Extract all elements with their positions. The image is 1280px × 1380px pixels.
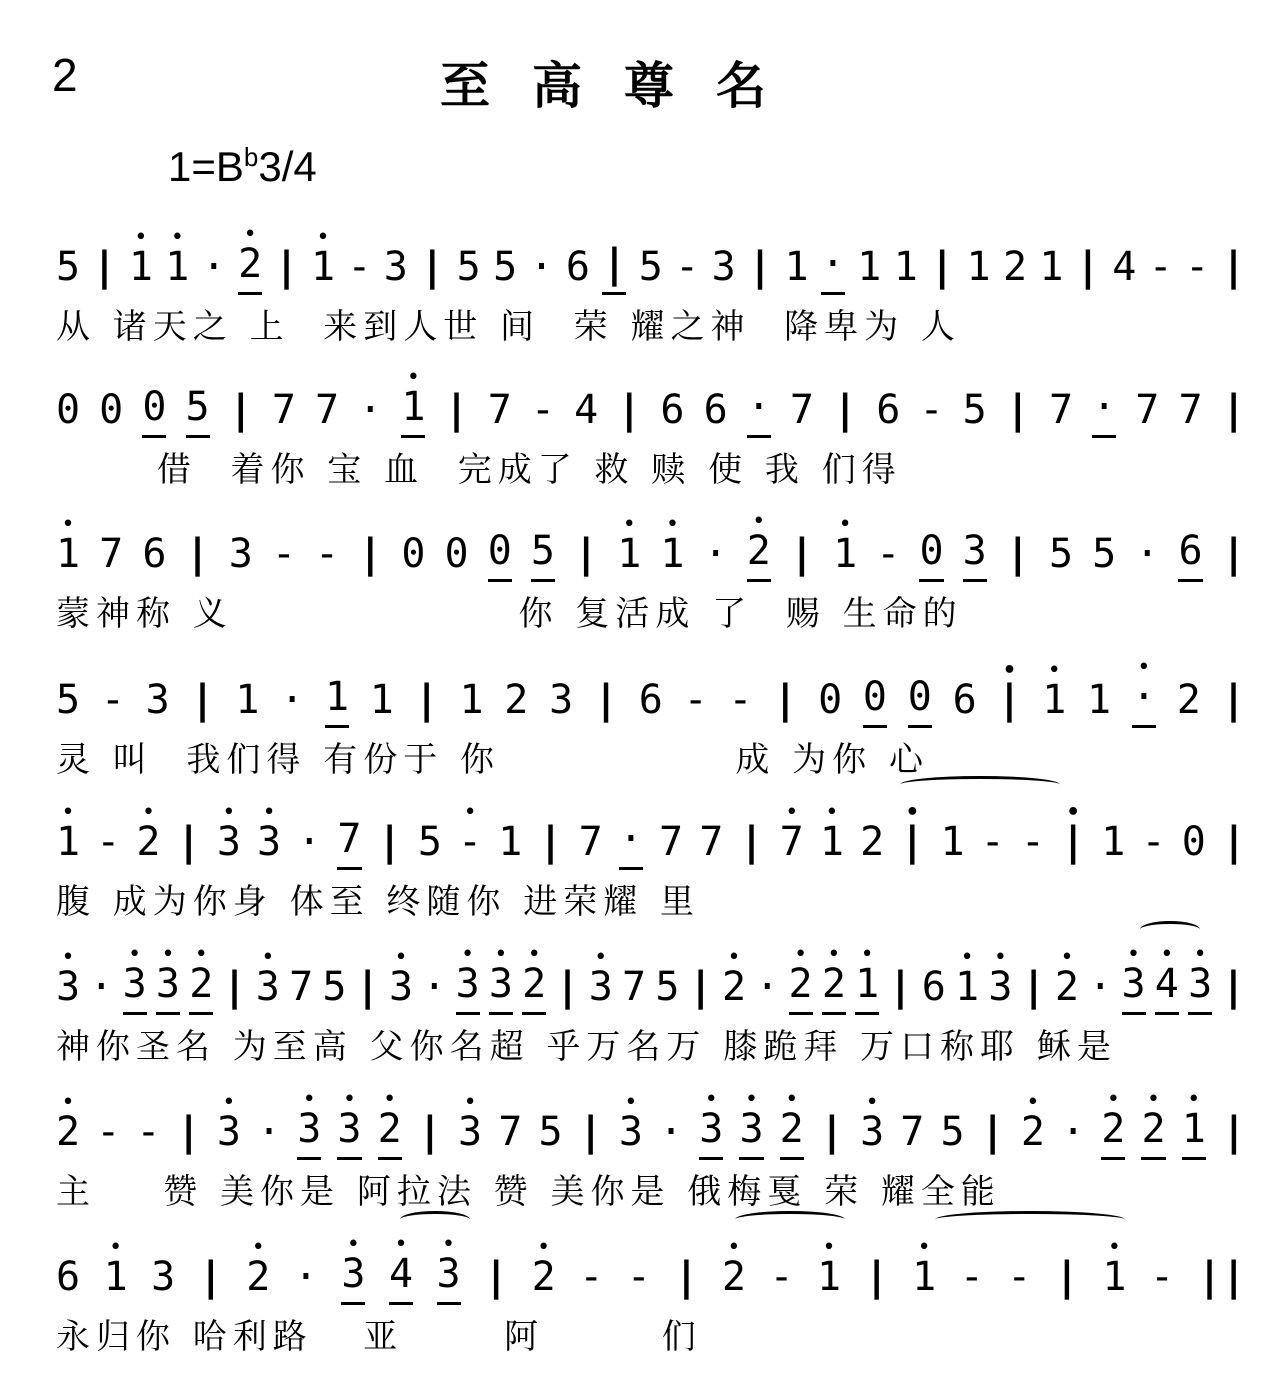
note: 6 xyxy=(1178,527,1202,582)
note: 6 xyxy=(703,387,728,433)
note: 3 xyxy=(383,244,408,290)
tie-dash: - xyxy=(1185,244,1210,290)
system-8 xyxy=(56,1225,1246,1365)
barline: | xyxy=(1021,964,1046,1010)
note: 7 xyxy=(578,819,603,865)
key-prefix: 1=B xyxy=(168,143,244,190)
barline: | xyxy=(789,531,815,577)
note: • 3 xyxy=(739,1105,763,1160)
dot: · xyxy=(747,383,771,438)
flat-sign: b xyxy=(243,142,259,172)
note: • 3 xyxy=(489,960,513,1015)
barline: | xyxy=(593,677,619,723)
tie-dash: - xyxy=(728,677,753,723)
note: • 1 xyxy=(617,530,641,582)
note: 0 xyxy=(56,387,81,433)
barline: • | xyxy=(997,676,1021,728)
note: 6 xyxy=(921,964,946,1010)
note: 5 xyxy=(655,964,680,1010)
lyric-line: 主 赞 美你是 阿拉法 赞 美你是 俄梅戛 荣 耀全能 xyxy=(56,1172,1001,1212)
dot: • · xyxy=(1132,673,1156,728)
note: • 7 xyxy=(780,818,804,870)
note: • 1 xyxy=(855,960,879,1015)
barline: | xyxy=(888,964,913,1010)
note: 1 xyxy=(1087,677,1112,723)
note: • 1 xyxy=(912,1253,936,1305)
note: • 2 xyxy=(722,1253,746,1305)
note: • 1 xyxy=(817,1253,841,1305)
note: 0 xyxy=(488,527,512,582)
note: • 3 xyxy=(1188,960,1212,1015)
dot: · xyxy=(293,1254,318,1300)
note: 1 xyxy=(459,677,484,723)
note: 5 xyxy=(962,387,987,433)
dot: · xyxy=(821,240,845,295)
note: 3 xyxy=(151,1254,176,1300)
barline: • | xyxy=(1061,818,1085,870)
note: 5 xyxy=(493,244,518,290)
note: • 2 xyxy=(822,960,846,1015)
time-signature: 3/4 xyxy=(258,143,317,190)
note: 5 xyxy=(322,964,347,1010)
dot: · xyxy=(1061,1109,1086,1155)
barline: | xyxy=(176,1109,201,1155)
note: 3 xyxy=(711,244,736,290)
barline: | xyxy=(228,387,253,433)
note: 2 xyxy=(860,819,885,865)
dot: · xyxy=(619,815,643,870)
note: • 3 xyxy=(156,960,180,1015)
note: 0 xyxy=(908,673,932,728)
note: • 3 xyxy=(589,963,613,1015)
tie-dash: - xyxy=(136,1109,161,1155)
note: • 4 xyxy=(1155,960,1179,1015)
note: • 4 xyxy=(389,1250,413,1305)
lyric-line: 腹 成为你身 体至 终随你 进荣耀 里 xyxy=(56,882,701,922)
note: 6 xyxy=(952,677,977,723)
note: • 2 xyxy=(1055,963,1079,1015)
note: 0 xyxy=(142,383,166,438)
barline: | xyxy=(1075,244,1100,290)
note: • 3 xyxy=(456,960,480,1015)
tie-dash: - xyxy=(675,244,700,290)
tie-dash: - xyxy=(1149,1254,1175,1300)
note: • 3 xyxy=(988,963,1012,1015)
note: 0 xyxy=(1181,819,1206,865)
note: • 3 xyxy=(341,1250,365,1305)
note: • 2 xyxy=(789,960,813,1015)
barline: | xyxy=(688,964,713,1010)
barline: • | xyxy=(900,818,924,870)
barline: || xyxy=(1197,1254,1246,1300)
system-5 xyxy=(56,790,1246,930)
barline: | xyxy=(864,1254,889,1300)
lyric-line: 蒙神称 义 你 复活成 了 赐 生命的 xyxy=(56,594,963,634)
note: 1 xyxy=(893,244,918,290)
dot: · xyxy=(659,1109,684,1155)
dot: · xyxy=(1088,964,1113,1010)
dot: · xyxy=(297,819,322,865)
note: 5 xyxy=(940,1109,965,1155)
note: • 2 xyxy=(747,527,771,582)
tie-dash: - xyxy=(315,531,340,577)
note: • 3 xyxy=(257,818,281,870)
barline: | xyxy=(377,819,402,865)
barline: | xyxy=(417,1109,442,1155)
tie-dash: - xyxy=(919,387,944,433)
notation-line xyxy=(56,358,1246,438)
tie-dash: - xyxy=(959,1254,984,1300)
note: 7 xyxy=(289,964,314,1010)
barline: | xyxy=(1005,387,1030,433)
note: 7 xyxy=(789,387,815,433)
note: 1 xyxy=(1101,819,1126,865)
tie-dash: - xyxy=(530,387,555,433)
note: • 3 xyxy=(217,1108,241,1160)
tie-dash: - xyxy=(579,1254,604,1300)
note: • 1 xyxy=(955,963,979,1015)
dot: · xyxy=(201,244,226,290)
note: • 2 xyxy=(1101,1105,1125,1160)
note: 2 xyxy=(1002,244,1028,290)
dot: · xyxy=(1135,531,1160,577)
note: • 3 xyxy=(619,1108,643,1160)
note: • 3 xyxy=(56,963,80,1015)
notation-line xyxy=(56,1225,1246,1305)
note: • 1 xyxy=(129,243,153,295)
note: • 1 xyxy=(1182,1105,1206,1160)
tie-dash: - xyxy=(1148,244,1173,290)
note: • 3 xyxy=(699,1105,723,1160)
note: 7 xyxy=(498,1109,523,1155)
note: • 2 xyxy=(136,818,160,870)
note: 1 xyxy=(940,819,965,865)
tie-dash: - xyxy=(100,677,125,723)
barline: | xyxy=(185,531,210,577)
tie-dash: - xyxy=(980,819,1005,865)
slur-mark xyxy=(735,1211,845,1228)
note: 7 xyxy=(315,387,340,433)
note: • 3 xyxy=(217,818,241,870)
tie-dash: - xyxy=(769,1254,794,1300)
note: • 3 xyxy=(123,960,147,1015)
note: • 1 xyxy=(56,818,80,870)
note: 6 xyxy=(638,677,663,723)
note: 1 xyxy=(235,677,260,723)
tie-dash: - xyxy=(271,531,296,577)
slur-mark xyxy=(935,1211,1125,1228)
note: 6 xyxy=(565,244,590,290)
tie-dash: - xyxy=(96,819,121,865)
note: • 2 xyxy=(780,1105,804,1160)
note: 7 xyxy=(1178,387,1203,433)
notation-line xyxy=(56,790,1246,870)
barline: | xyxy=(748,244,773,290)
note: 5 xyxy=(1048,531,1074,577)
lyric-line: 神你圣名 为至高 父你名超 乎万名万 膝跪拜 万口称耶 稣是 xyxy=(56,1027,1117,1067)
barline: | xyxy=(190,677,215,723)
note: 1 xyxy=(498,819,523,865)
lyric-line: 借 着你 宝 血 完成了 救 赎 使 我 们得 xyxy=(56,450,902,490)
notation-line xyxy=(56,215,1246,295)
barline: | xyxy=(674,1254,699,1300)
note: 7 xyxy=(271,387,296,433)
note: 5 xyxy=(56,244,81,290)
dot: · xyxy=(703,531,728,577)
note: 7 xyxy=(1048,387,1074,433)
barline: | xyxy=(1054,1254,1079,1300)
tie-dash: - xyxy=(96,1109,121,1155)
system-3 xyxy=(56,502,1246,642)
note: 5 xyxy=(1092,531,1117,577)
note: • 2 xyxy=(532,1253,556,1305)
note: 4 xyxy=(574,387,599,433)
note: 0 xyxy=(444,531,469,577)
note: 7 xyxy=(1135,387,1160,433)
notation-line xyxy=(56,502,1246,582)
note: • 3 xyxy=(256,963,280,1015)
note: 7 xyxy=(487,387,512,433)
note: 6 xyxy=(142,531,167,577)
barline: | xyxy=(1221,387,1246,433)
note: 0 xyxy=(99,387,124,433)
note: 2 xyxy=(1176,677,1201,723)
barline: | xyxy=(980,1109,1005,1155)
tie-dash: - xyxy=(1141,819,1166,865)
note: 5 xyxy=(186,383,210,438)
tie-dash: • - xyxy=(458,818,482,870)
note: • 2 xyxy=(56,1108,80,1160)
barline: | xyxy=(176,819,201,865)
tie-dash: - xyxy=(683,677,708,723)
dot: · xyxy=(529,244,554,290)
note: 5 xyxy=(531,527,555,582)
note: • 2 xyxy=(189,960,213,1015)
note: 3 xyxy=(963,527,987,582)
note: 3 xyxy=(145,677,170,723)
note: 7 xyxy=(900,1109,925,1155)
dot: · xyxy=(358,387,383,433)
barline: | xyxy=(274,244,299,290)
note: • 3 xyxy=(458,1108,482,1160)
note: 7 xyxy=(659,819,684,865)
slur-mark xyxy=(900,776,1060,793)
tie-dash: - xyxy=(1007,1254,1032,1300)
note: 1 xyxy=(325,673,349,728)
note: 7 xyxy=(699,819,724,865)
note: • 1 xyxy=(311,243,335,295)
barline: | xyxy=(414,677,439,723)
note: 7 xyxy=(622,964,647,1010)
note: 0 xyxy=(818,677,843,723)
note: 7 xyxy=(337,815,361,870)
note: 6 xyxy=(660,387,685,433)
barline: | xyxy=(222,964,247,1010)
note: • 1 xyxy=(833,530,857,582)
note: 5 xyxy=(538,1109,563,1155)
barline: | xyxy=(444,387,469,433)
lyric-line: 灵 叫 我们得 有份于 你 成 为你 心 xyxy=(56,740,929,780)
note: • 2 xyxy=(1021,1108,1045,1160)
note: • 1 xyxy=(1042,676,1066,728)
system-1 xyxy=(56,215,1246,355)
lyric-line: 永归你 哈利路 亚 阿 们 xyxy=(56,1317,702,1357)
barline: | xyxy=(1005,531,1030,577)
note: 5 xyxy=(638,244,663,290)
barline: | xyxy=(92,244,117,290)
tie-dash: - xyxy=(876,531,901,577)
note: 4 xyxy=(1112,244,1137,290)
barline: | xyxy=(617,387,642,433)
note: 5 xyxy=(417,819,442,865)
note: 2 xyxy=(504,677,529,723)
note: 0 xyxy=(863,673,887,728)
barline: | xyxy=(355,964,380,1010)
note: • 2 xyxy=(378,1105,402,1160)
barline: | xyxy=(739,819,764,865)
system-4 xyxy=(56,648,1246,788)
slur-mark xyxy=(400,1211,470,1228)
note: • 1 xyxy=(165,243,189,295)
dot: · xyxy=(1092,383,1116,438)
note: • 2 xyxy=(522,960,546,1015)
barline: | xyxy=(358,531,383,577)
barline: | xyxy=(773,677,798,723)
dot: · xyxy=(755,964,780,1010)
barline: | xyxy=(1221,964,1246,1010)
note: • 1 xyxy=(104,1253,128,1305)
tie-dash: - xyxy=(1020,819,1045,865)
note: 5 xyxy=(56,677,81,723)
note: 1 xyxy=(784,244,809,290)
note: 7 xyxy=(99,531,124,577)
barline: | xyxy=(1221,244,1246,290)
barline: | xyxy=(1221,1109,1246,1155)
note: • 3 xyxy=(1122,960,1146,1015)
note: 1 xyxy=(369,677,394,723)
note: 1 xyxy=(1039,244,1064,290)
note: 3 xyxy=(228,531,253,577)
dot: · xyxy=(422,964,447,1010)
barline: | xyxy=(555,964,580,1010)
dot: · xyxy=(280,677,305,723)
note: 5 xyxy=(456,244,481,290)
barline: | xyxy=(1221,677,1246,723)
page-number: 2 xyxy=(52,49,78,101)
note: 0 xyxy=(919,527,943,582)
note: • 2 xyxy=(246,1253,270,1305)
note: 1 xyxy=(966,244,991,290)
barline: | xyxy=(484,1254,509,1300)
note: 1 xyxy=(857,244,882,290)
note: • 1 xyxy=(660,530,684,582)
barline: | xyxy=(198,1254,223,1300)
barline: | xyxy=(1221,819,1246,865)
notation-line xyxy=(56,648,1246,728)
note: 3 xyxy=(549,677,574,723)
slur-mark xyxy=(1140,921,1200,938)
system-2 xyxy=(56,358,1246,498)
barline: | xyxy=(602,240,626,295)
note: • 2 xyxy=(722,963,746,1015)
system-7 xyxy=(56,1080,1246,1220)
note: • 3 xyxy=(437,1250,461,1305)
note: • 3 xyxy=(297,1105,321,1160)
barline: | xyxy=(420,244,445,290)
lyric-line: 从 诸天之 上 来到人世 间 荣 耀之神 降卑为 人 xyxy=(56,307,961,347)
tie-dash: - xyxy=(626,1254,651,1300)
note: • 1 xyxy=(820,818,844,870)
key-signature xyxy=(168,142,317,191)
barline: | xyxy=(574,531,599,577)
dot: · xyxy=(257,1109,282,1155)
system-6 xyxy=(56,935,1246,1075)
note: • 3 xyxy=(389,963,413,1015)
barline: | xyxy=(1221,531,1246,577)
song-title: 至高尊名 xyxy=(440,57,808,115)
barline: | xyxy=(930,244,955,290)
note: • 2 xyxy=(238,240,262,295)
tie-dash: - xyxy=(347,244,372,290)
note: 6 xyxy=(56,1254,81,1300)
barline: | xyxy=(578,1109,603,1155)
note: 6 xyxy=(876,387,901,433)
note: • 1 xyxy=(401,383,425,438)
note: • 3 xyxy=(860,1108,884,1160)
note: • 1 xyxy=(1102,1253,1126,1305)
barline: | xyxy=(833,387,858,433)
note: • 2 xyxy=(1141,1105,1165,1160)
barline: | xyxy=(819,1109,844,1155)
dot: · xyxy=(89,964,114,1010)
notation-line xyxy=(56,935,1246,1015)
note: • 1 xyxy=(56,530,80,582)
notation-line xyxy=(56,1080,1246,1160)
barline: | xyxy=(538,819,563,865)
note: 0 xyxy=(401,531,426,577)
note: • 3 xyxy=(337,1105,361,1160)
